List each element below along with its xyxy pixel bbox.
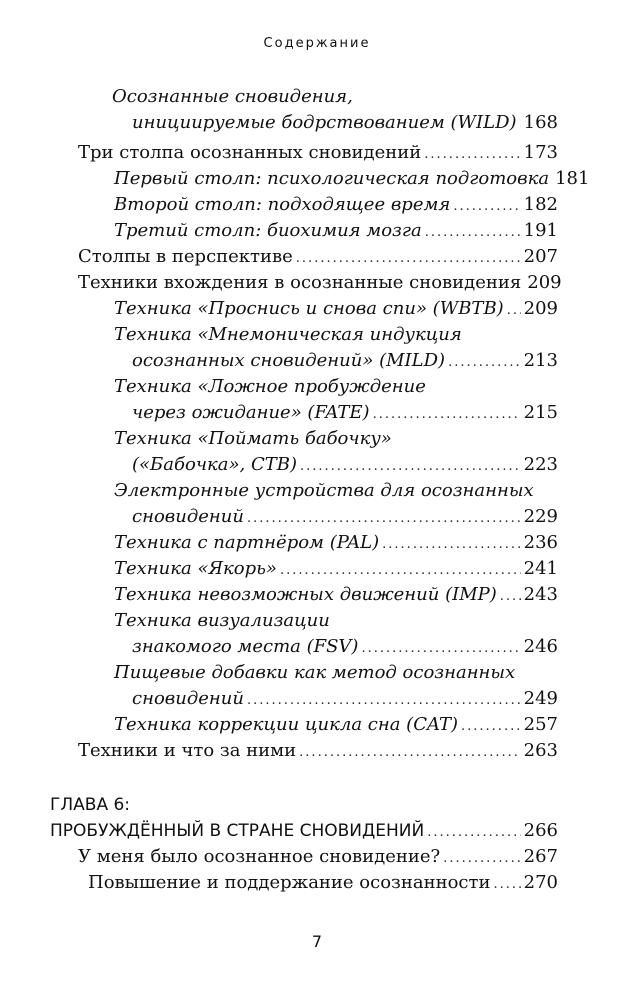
leader-dots [443,846,520,872]
toc-entry [0,478,634,530]
chapter-heading [0,792,634,844]
toc-entry [0,140,634,166]
toc-entry [0,166,634,192]
toc-entry-title: Техника визуализации [114,610,330,631]
toc-entry-title-cont: инициируемые бодрствованием (WILD) [132,112,517,133]
toc-entry-title: Техника с партнёром (PAL) [114,532,380,553]
toc-entry [0,870,634,896]
leader-dots [500,584,521,610]
page-number: 215 [523,402,558,423]
page-number: 270 [523,872,558,893]
leader-dots [424,142,520,168]
leader-dots [373,402,521,428]
leader-dots [247,688,521,714]
leader-dots [280,558,521,584]
toc-entry-title: Техники вхождения в осознанные сновидения [78,272,522,293]
toc-entry-title: Техники и что за ними [78,740,297,761]
page-number: 207 [523,246,558,267]
toc-entry [0,738,634,764]
toc-entry-title-cont: сновидений [132,688,244,709]
leader-dots [507,298,521,324]
page-number: 181 [555,168,590,189]
toc-entry [0,322,634,374]
leader-dots [382,532,520,558]
leader-dots [461,714,521,740]
toc-entry-title-cont: осознанных сновидений» (MILD) [132,350,446,371]
toc-entry [0,712,634,738]
toc-entry-title: Техника «Поймать бабочку» [114,428,392,449]
toc-entry-title-cont: через ожидание» (FATE) [132,402,370,423]
leader-dots [296,246,521,272]
page-number: 263 [523,740,558,761]
toc-entry-title-cont: («Бабочка», СТВ) [132,454,297,475]
page-number: 246 [523,636,558,657]
page-number: 249 [523,688,558,709]
toc-entry-title: Первый столп: психологическая подготовка [114,168,550,189]
toc-entry-title: Осознанные сновидения, [112,86,353,107]
page-number: 241 [523,558,558,579]
page-number: 257 [523,714,558,735]
page-number: 168 [523,112,558,133]
leader-dots [453,194,520,220]
toc-entry [0,530,634,556]
leader-dots [493,872,520,898]
page-number: 267 [523,846,558,867]
toc-entry-title: Три столпа осознанных сновидений [78,142,422,163]
toc-entry [0,218,634,244]
page-footer-number: 7 [311,932,323,951]
toc-entry-title: Техника невозможных движений (IMP) [114,584,497,605]
toc-entry [0,296,634,322]
page-number: 229 [523,506,558,527]
leader-dots [247,506,521,532]
page-number: 243 [523,584,558,605]
toc-entry-title-cont: знакомого места (FSV) [132,636,359,657]
toc-entry [0,556,634,582]
toc-entry [0,374,634,426]
toc-entry [0,244,634,270]
leader-dots [425,220,521,246]
running-header: Содержание [263,36,371,51]
toc-entry [0,844,634,870]
leader-dots [300,454,521,480]
toc-entry-title: Повышение и поддержание осознанности [88,872,491,893]
toc-entry-title: Техника «Ложное пробуждение [114,376,426,397]
leader-dots [520,112,521,138]
toc-entry [0,192,634,218]
page-number: 213 [523,350,558,371]
toc-entry-title: Второй столп: подходящее время [114,194,451,215]
toc-entry [0,426,634,478]
page-number: 223 [523,454,558,475]
chapter-label: ГЛАВА 6: [50,795,131,815]
page-number: 209 [527,272,562,293]
page-number: 191 [523,220,558,241]
leader-dots [299,740,520,766]
toc-entry [0,582,634,608]
toc-entry-title: У меня было осознанное сновидение? [78,846,441,867]
toc-entry-title: Пищевые добавки как метод осознанных [114,662,516,683]
toc-entry [0,608,634,660]
toc-entry [0,270,634,296]
toc-entry-title: Техника «Мнемоническая индукция [114,324,462,345]
page-number: 182 [523,194,558,215]
page-number: 236 [523,532,558,553]
toc-entry-title: Третий столп: биохимия мозга [114,220,422,241]
toc-entry-title: Техника «Проснись и снова спи» (WBTB) [114,298,504,319]
chapter-title: ПРОБУЖДЁННЫЙ В СТРАНЕ СНОВИДЕНИЙ [50,821,425,841]
page-number: 209 [523,298,558,319]
toc-entry-title: Техника коррекции цикла сна (CAT) [114,714,459,735]
toc-entry-title: Техника «Якорь» [114,558,277,579]
page-number: 266 [523,820,558,841]
leader-dots [361,636,520,662]
page-number: 173 [523,142,558,163]
toc-entry-title: Столпы в перспективе [78,246,293,267]
toc-entry [0,84,634,136]
toc-entry-title: Электронные устройства для осознанных [114,480,534,501]
leader-dots [448,350,521,376]
toc-entry-title-cont: сновидений [132,506,244,527]
toc-entry [0,660,634,712]
leader-dots [427,820,520,846]
